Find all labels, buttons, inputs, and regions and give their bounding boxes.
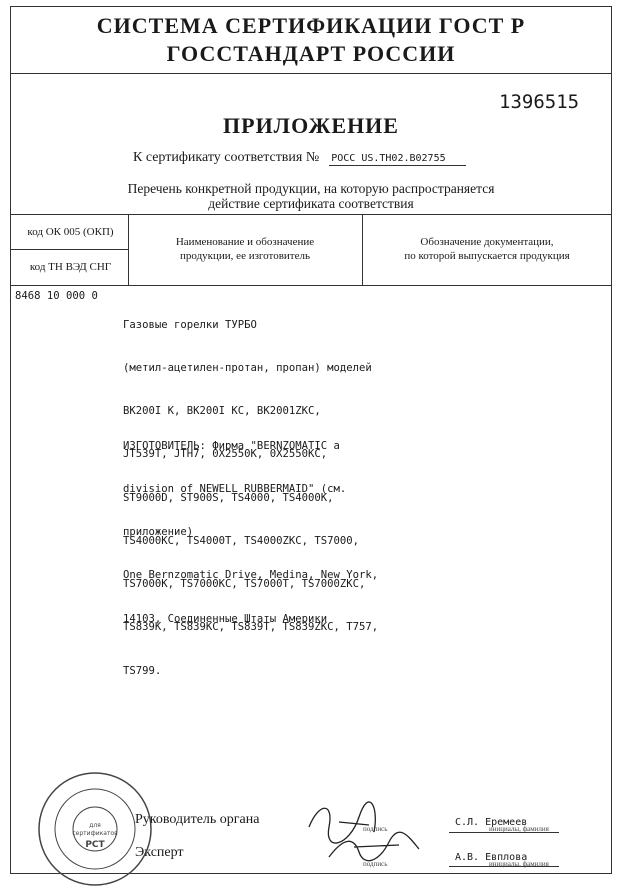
product-line: (метил-ацетилен-протан, пропан) моделей [123, 362, 372, 375]
head-of-body-label: Руководитель органа [135, 812, 260, 827]
header-name-line-2: продукции, ее изготовитель [180, 250, 310, 262]
manufacturer-line: division of NEWELL RUBBERMAID" (см. [123, 483, 347, 496]
table-header [11, 214, 611, 286]
lead-line-2: действие сертификата соответствия [208, 196, 414, 211]
product-code: 8468 10 000 0 [15, 290, 98, 302]
product-line: JT539T, JTH7, 0X2550K, 0X2550KC, [123, 448, 328, 461]
document-page [10, 6, 612, 874]
svg-text:для: для [89, 822, 101, 829]
manufacturer-info [123, 410, 378, 655]
certificate-label: К сертификату соответствия № [133, 150, 320, 165]
certificate-reference [133, 150, 466, 166]
expert-name-caption: инициалы, фамилия [489, 860, 549, 868]
header-doc-line-1: Обозначение документации, [420, 236, 554, 248]
form-number: 1396515 [499, 91, 580, 113]
head-name: С.Л. Еремеев [455, 817, 528, 828]
product-line: TS4000KC, TS4000T, TS4000ZKC, TS7000, [123, 534, 359, 547]
product-line: TS7000K, TS7000KC, TS7000T, TS7000ZKC, [123, 578, 366, 591]
product-line: BK200I K, BK200I KC, BK2001ZKC, [123, 405, 321, 418]
header-line-1: СИСТЕМА СЕРТИФИКАЦИИ ГОСТ Р [96, 13, 526, 38]
head-sign-caption: подпись [363, 825, 388, 833]
certification-seal-icon [33, 767, 163, 887]
header-product-name [129, 235, 361, 263]
product-line: TS799. [123, 664, 162, 677]
handwritten-signatures [299, 797, 439, 867]
lead-line-1: Перечень конкретной продукции, на которую распространяется [127, 181, 495, 196]
expert-sign-caption: подпись [363, 860, 388, 868]
header-okp: код ОК 005 (ОКП) [27, 226, 114, 238]
svg-text:сертификатов: сертификатов [72, 830, 118, 837]
product-line: Газовые горелки ТУРБО [123, 318, 257, 331]
header-documentation [363, 235, 611, 263]
manufacturer-line: One Bernzomatic Drive, Medina, New York, [123, 569, 379, 582]
system-header [11, 7, 611, 74]
code-divider [11, 249, 128, 250]
header-line-2: ГОССТАНДАРТ РОССИИ [166, 41, 456, 66]
expert-name: А.В. Евплова [455, 852, 528, 863]
certificate-number: РОСС US.ТН02.В02755 [329, 153, 465, 166]
product-line: ST9000D, ST900S, TS4000, TS4000K, [123, 491, 334, 504]
manufacturer-line: 14103, Соединенные Штаты Америки [123, 612, 328, 625]
manufacturer-line: приложение) [123, 526, 194, 539]
header-doc-line-2: по которой выпускается продукция [404, 250, 570, 262]
header-name-line-1: Наименование и обозначение [175, 236, 315, 248]
page-title: ПРИЛОЖЕНИЕ [223, 113, 399, 138]
svg-text:РСТ: РСТ [85, 840, 105, 850]
product-line: TS839K, TS839KC, TS839T, TS839ZKC, T757, [123, 621, 379, 634]
header-tnved: код ТН ВЭД СНГ [29, 261, 112, 273]
head-name-caption: инициалы, фамилия [489, 825, 549, 833]
expert-label: Эксперт [135, 845, 184, 860]
manufacturer-line: ИЗГОТОВИТЕЛЬ: Фирма "BERNZOMATIC a [123, 439, 340, 452]
